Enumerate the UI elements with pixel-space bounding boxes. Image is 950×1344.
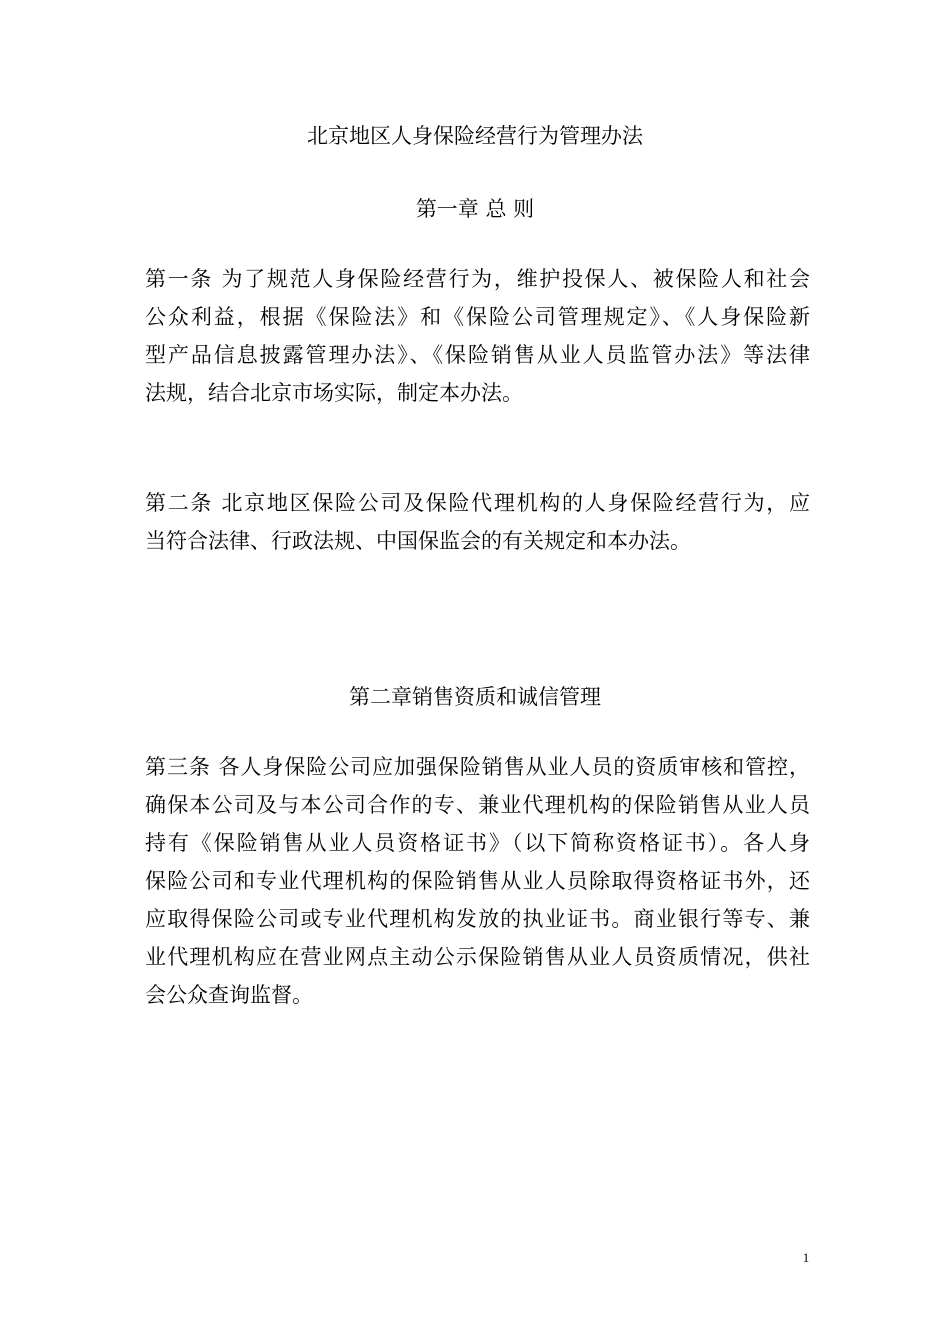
paragraph-line: 确保本公司及与本公司合作的专、兼业代理机构的保险销售从业人员 bbox=[145, 793, 810, 817]
paragraph-line: 型产品信息披露管理办法》、《保险销售从业人员监管办法》等法律 bbox=[145, 343, 810, 367]
paragraph-line: 第一条 为了规范人身保险经营行为，维护投保人、被保险人和社会 bbox=[145, 267, 810, 291]
paragraph-line: 会公众查询监督。 bbox=[145, 983, 313, 1007]
paragraph-line: 业代理机构应在营业网点主动公示保险销售从业人员资质情况，供社 bbox=[145, 945, 810, 969]
document-title: 北京地区人身保险经营行为管理办法 bbox=[307, 124, 643, 148]
paragraph-line: 当符合法律、行政法规、中国保监会的有关规定和本办法。 bbox=[145, 529, 691, 553]
article-paragraph bbox=[145, 260, 810, 412]
article-paragraph bbox=[145, 484, 810, 560]
paragraph-line: 公众利益，根据《保险法》和《保险公司管理规定》、《人身保险新 bbox=[145, 305, 810, 329]
article-paragraph bbox=[145, 748, 810, 1014]
paragraph-line: 法规，结合北京市场实际，制定本办法。 bbox=[145, 381, 523, 405]
paragraph-line: 第二条 北京地区保险公司及保险代理机构的人身保险经营行为，应 bbox=[145, 491, 810, 515]
paragraph-line: 持有《保险销售从业人员资格证书》（以下简称资格证书）。各人身 bbox=[145, 831, 810, 855]
chapter-heading: 第一章 总 则 bbox=[415, 197, 535, 221]
chapter-heading: 第二章销售资质和诚信管理 bbox=[349, 685, 601, 709]
paragraph-line: 保险公司和专业代理机构的保险销售从业人员除取得资格证书外，还 bbox=[145, 869, 810, 893]
paragraph-line: 应取得保险公司或专业代理机构发放的执业证书。商业银行等专、兼 bbox=[145, 907, 810, 931]
paragraph-line: 第三条 各人身保险公司应加强保险销售从业人员的资质审核和管控， bbox=[145, 755, 810, 779]
page-number: 1 bbox=[802, 1250, 810, 1265]
